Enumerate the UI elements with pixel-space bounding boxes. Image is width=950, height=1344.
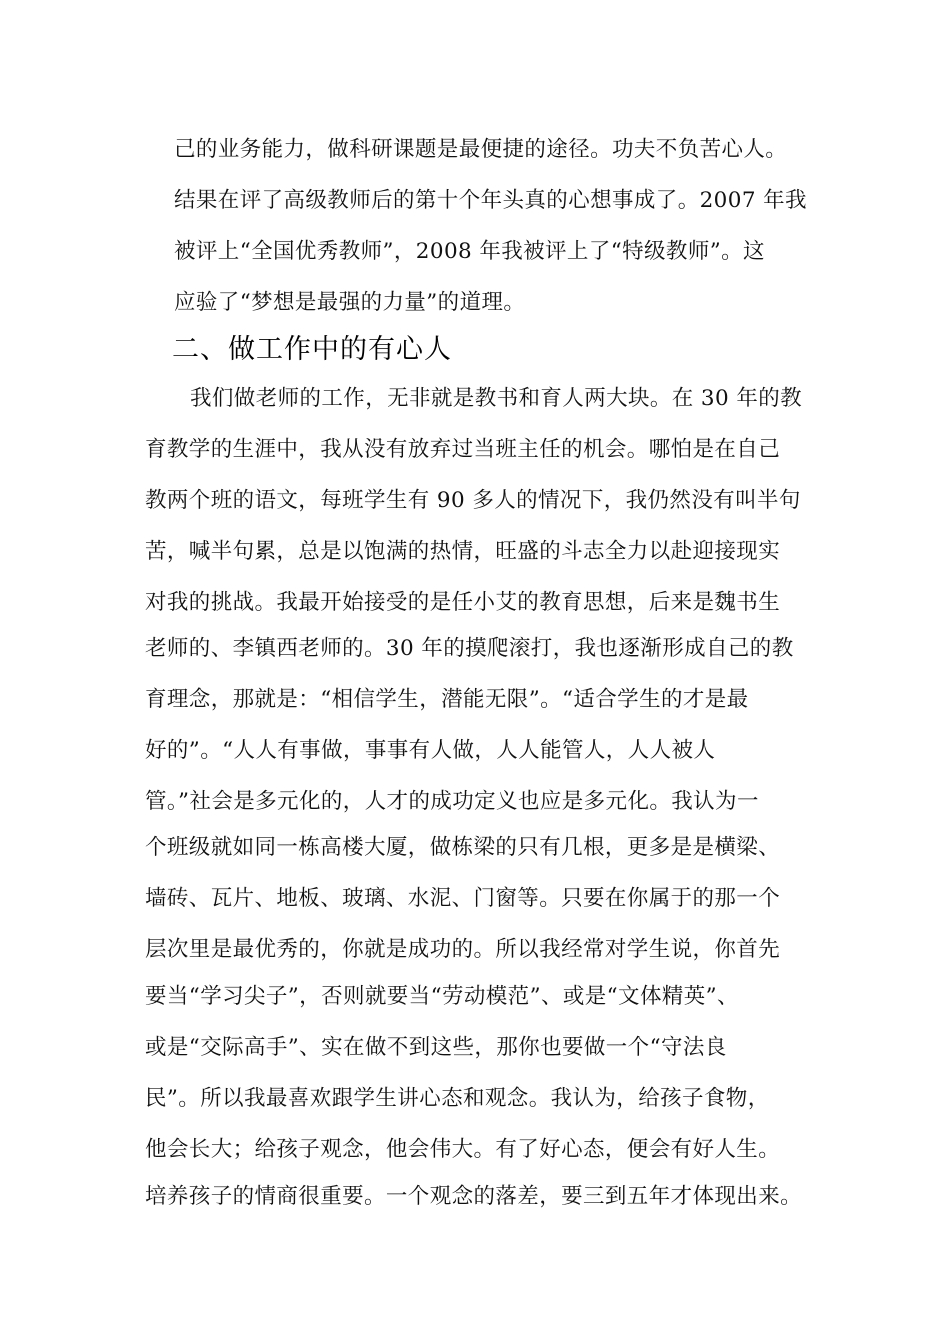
paragraph-line: 老师的、李镇西老师的。30 年的摸爬滚打，我也逐渐形成自己的教 [145,636,794,661]
paragraph-line: 好的”。“人人有事做，事事有人做，人人能管人，人人被人 [145,738,716,763]
paragraph-line: 层次里是最优秀的，你就是成功的。所以我经常对学生说，你首先 [145,937,781,962]
paragraph-line: 被评上“全国优秀教师”，2008 年我被评上了“特级教师”。这 [174,239,765,264]
paragraph-line: 培养孩子的情商很重要。一个观念的落差，要三到五年才体现出来。 [145,1184,803,1209]
paragraph-line: 育理念，那就是：“相信学生，潜能无限”。“适合学生的才是最 [145,687,749,712]
paragraph-line: 墙砖、瓦片、地板、玻璃、水泥、门窗等。只要在你属于的那一个 [145,886,781,911]
paragraph-line: 管。”社会是多元化的，人才的成功定义也应是多元化。我认为一 [145,789,759,814]
paragraph-line: 结果在评了高级教师后的第十个年头真的心想事成了。2007 年我 [174,188,807,213]
paragraph-line: 对我的挑战。我最开始接受的是任小艾的教育思想，后来是魏书生 [145,590,781,615]
paragraph-line: 育教学的生涯中，我从没有放弃过当班主任的机会。哪怕是在自己 [145,437,781,462]
paragraph-line: 或是“交际高手”、实在做不到这些，那你也要做一个“守法良 [145,1035,727,1060]
section-heading: 二、做工作中的有心人 [172,334,452,365]
paragraph-line: 应验了“梦想是最强的力量”的道理。 [174,290,526,315]
paragraph-line: 要当“学习尖子”，否则就要当“劳动模范”、或是“文体精英”、 [145,984,739,1009]
paragraph-line: 他会长大；给孩子观念，他会伟大。有了好心态，便会有好人生。 [145,1137,781,1162]
paragraph-line: 民”。所以我最喜欢跟学生讲心态和观念。我认为，给孩子食物， [145,1086,770,1111]
paragraph-line: 个班级就如同一栋高楼大厦，做栋梁的只有几根，更多是是横梁、 [145,835,781,860]
paragraph-line: 教两个班的语文，每班学生有 90 多人的情况下，我仍然没有叫半句 [145,488,801,513]
paragraph-line: 己的业务能力，做科研课题是最便捷的途径。功夫不负苦心人。 [174,137,788,162]
paragraph-line: 苦，喊半句累，总是以饱满的热情，旺盛的斗志全力以赴迎接现实 [145,539,781,564]
paragraph-line: 我们做老师的工作，无非就是教书和育人两大块。在 30 年的教 [190,386,803,411]
